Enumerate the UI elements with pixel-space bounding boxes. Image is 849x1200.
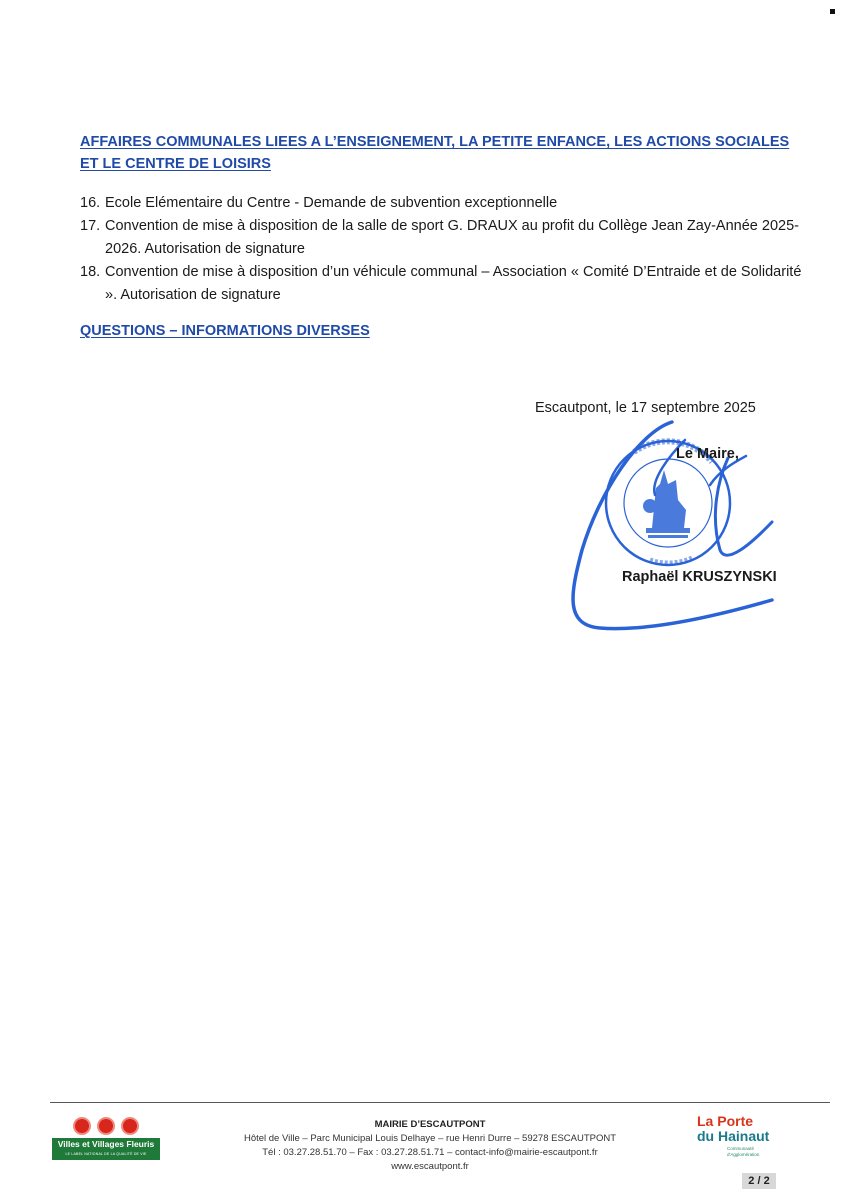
footer-divider	[50, 1102, 830, 1103]
mayor-title: Le Maire,	[676, 446, 739, 462]
agenda-item-number: 18.	[80, 264, 101, 280]
date-line: Escautpont, le 17 septembre 2025	[535, 400, 756, 416]
section-heading-affaires: AFFAIRES COMMUNALES LIEES A L’ENSEIGNEMENT, LA PETITE ENFANCE, LES ACTIONS SOCIALES ET LE CENTRE DE LOISIRS	[80, 134, 790, 172]
agenda-item-text: Ecole Elémentaire du Centre - Demande de subvention exceptionnelle	[105, 195, 558, 211]
agenda-item-17	[80, 215, 810, 261]
flowers-icon	[52, 1116, 160, 1136]
agenda-list	[80, 192, 810, 307]
vvf-title: Villes et Villages Fleuris	[57, 1139, 155, 1149]
page-number: 2 / 2	[742, 1173, 776, 1189]
agenda-item-number: 16.	[80, 195, 101, 211]
scan-mark	[830, 9, 835, 14]
flower-icon	[123, 1119, 137, 1133]
porte-du-hainaut-logo	[697, 1114, 797, 1170]
flower-icon	[99, 1119, 113, 1133]
porte-logo-sub: Communauté d'Agglomération	[727, 1146, 760, 1157]
agenda-item-text: Convention de mise à disposition d’un véhicule communal – Association « Comité D’Entraide et de Solidarité ». Autorisation de signature	[105, 264, 802, 303]
porte-logo-line2: du Hainaut	[697, 1128, 770, 1144]
agenda-item-text: Convention de mise à disposition de la salle de sport G. DRAUX au profit du Collège Jean Zay-Année 2025-2026. Autorisation de signature	[105, 218, 799, 257]
agenda-item-18	[80, 261, 810, 307]
villes-villages-fleuris-logo	[52, 1116, 160, 1160]
vvf-subtitle: LE LABEL NATIONAL DE LA QUALITÉ DE VIE	[65, 1152, 147, 1156]
vvf-band	[52, 1138, 160, 1160]
footer-address: Hôtel de Ville – Parc Municipal Louis Delhaye – rue Henri Durre – 59278 ESCAUTPONT	[243, 1133, 617, 1144]
porte-logo-line1: La Porte	[697, 1113, 754, 1129]
agenda-item-number: 17.	[80, 218, 101, 234]
footer-contact-block	[200, 1118, 660, 1174]
flower-icon	[75, 1119, 89, 1133]
footer-mairie-name: MAIRIE D’ESCAUTPONT	[374, 1119, 486, 1130]
agenda-item-16	[80, 192, 810, 215]
mayor-name: Raphaël KRUSZYNSKI	[622, 569, 777, 585]
section-heading-questions: QUESTIONS – INFORMATIONS DIVERSES	[80, 323, 370, 339]
footer-contact: Tél : 03.27.28.51.70 – Fax : 03.27.28.51.71 – contact-info@mairie-escautpont.fr	[262, 1147, 598, 1158]
signature-and-stamp-image	[560, 410, 790, 640]
footer-website: www.escautpont.fr	[391, 1161, 469, 1172]
